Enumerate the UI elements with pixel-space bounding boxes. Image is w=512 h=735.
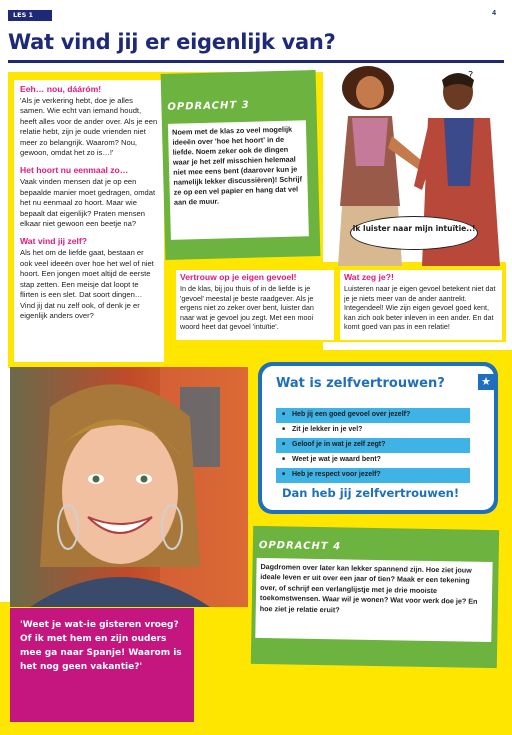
- section-zelf: [20, 236, 158, 321]
- list-item: ■ Zit je lekker in je vel?: [276, 423, 470, 438]
- opdracht4-card: [251, 526, 499, 668]
- list-item: ■ Weet je wat je waard bent?: [276, 453, 470, 468]
- page-header: [0, 0, 512, 28]
- lesson-tab: LES 1: [8, 10, 52, 21]
- opdracht3-textbox: [168, 120, 309, 240]
- title-rule: [8, 60, 504, 63]
- section-heading: Vertrouw op je eigen gevoel!: [180, 272, 297, 282]
- section-text: Vaak vinden mensen dat je op een bepaalde manier moet gedragen, omdat het nu eenmaal zo hoort. Maar wie bepaalt dat eigenlijk? Praten mensen elkaar niet gewoon een beetje na?: [20, 177, 156, 229]
- section-text: Luisteren naar je eigen gevoel betekent niet dat je je niets meer van de ander aantrekt. Integendeel! Wie zijn eigen gevoel goed kent, kan zich ook beter inleven in een ander. En dat komt goed van pas in een relatie!: [344, 284, 496, 332]
- section-daarom: [20, 84, 158, 158]
- opdracht4-label: OPDRACHT 4: [258, 539, 342, 553]
- section-text: 'Als je verkering hebt, doe je alles samen. Wie echt van iemand houdt, heeft alles voor de ander over. Als je een relatie hebt, zijn je oude vrienden niet meer zo belangrijk. Waarom? Nou, gewoon, omdat het zo is…!': [20, 96, 158, 158]
- opdracht4-text: Dagdromen over later kan lekker spannend zijn. Hoe ziet jouw ideale leven er uit over een jaar of tien? Maak er een tekening over, of schrijf een verlanglijstje met je drie mooiste toekomstwensen. Waar wil je wonen? Wat voor werk doe je? En hoe ziet je relatie eruit?: [259, 561, 478, 615]
- star-icon: ★: [478, 374, 494, 390]
- zelfvertrouwen-title: Wat is zelfvertrouwen?: [276, 376, 445, 391]
- right-textbox: [340, 270, 502, 340]
- list-item: ■ Geloof je in wat je zelf zegt?: [276, 438, 470, 453]
- list-item: ■ Heb jij een goed gevoel over jezelf?: [276, 408, 470, 423]
- opdracht3-label: OPDRACHT 3: [167, 99, 250, 113]
- section-heading: Wat vind jij zelf?: [20, 236, 87, 247]
- section-heading: Wat zeg je?!: [344, 272, 394, 282]
- section-heading: Het hoort nu eenmaal zo…: [20, 165, 129, 176]
- opdracht4-textbox: [255, 558, 492, 642]
- section-text: Als het om de liefde gaat, bestaan er ook veel ideeën over hoe het wel of niet hoort. Een jongen moet altijd de eerste stap zetten. Een meisje dat loopt te flirten is een slet. Dat soort dingen… Vind jij dat nu zelf ook, of denk je er eigenlijk anders over?: [20, 248, 154, 320]
- section-hoort: [20, 165, 158, 229]
- speech-bubble: Ik luister naar mijn intuïtie..!: [350, 216, 478, 250]
- opdracht3-text: Noem met de klas zo veel mogelijk ideeën over 'hoe het hoort' in de liefde. Noem zeker ook de dingen waar je het zelf misschien helemaal niet mee eens bent (daarover kun je namelijk lekker discussiëren)! Schrijf ze op een vel papier en hang dat vel aan de muur.: [172, 124, 303, 207]
- section-text: In de klas, bij jou thuis of in de liefde is je 'gevoel' meestal je beste raadgever. Als je ergens niet zo zeker over bent, luister dan naar wat je gevoel jou zegt. Met een mooi woord heet dat gevoel 'intuïtie'.: [180, 284, 314, 332]
- middle-textbox: [176, 270, 334, 340]
- list-item: ■ Heb je respect voor jezelf?: [276, 468, 470, 483]
- page-number: 4: [492, 10, 496, 17]
- quote-card: 'Weet je wat-ie gisteren vroeg? Of ik met hem en zijn ouders mee ga naar Spanje! Waarom is het nog geen vakantie?': [10, 608, 194, 722]
- zelfvertrouwen-list: [276, 408, 470, 483]
- opdracht3-card: [161, 70, 321, 260]
- section-heading: Eeh… nou, dááróm!: [20, 84, 102, 94]
- girl-portrait-icon: [10, 367, 248, 607]
- girl-photo: [10, 367, 248, 607]
- left-column: [14, 80, 164, 362]
- bottom-bar: [0, 727, 512, 735]
- question-mark: ?: [468, 70, 474, 81]
- page-title: Wat vind jij er eigenlijk van?: [8, 30, 336, 54]
- zelfvertrouwen-footer: Dan heb jij zelfvertrouwen!: [282, 486, 460, 500]
